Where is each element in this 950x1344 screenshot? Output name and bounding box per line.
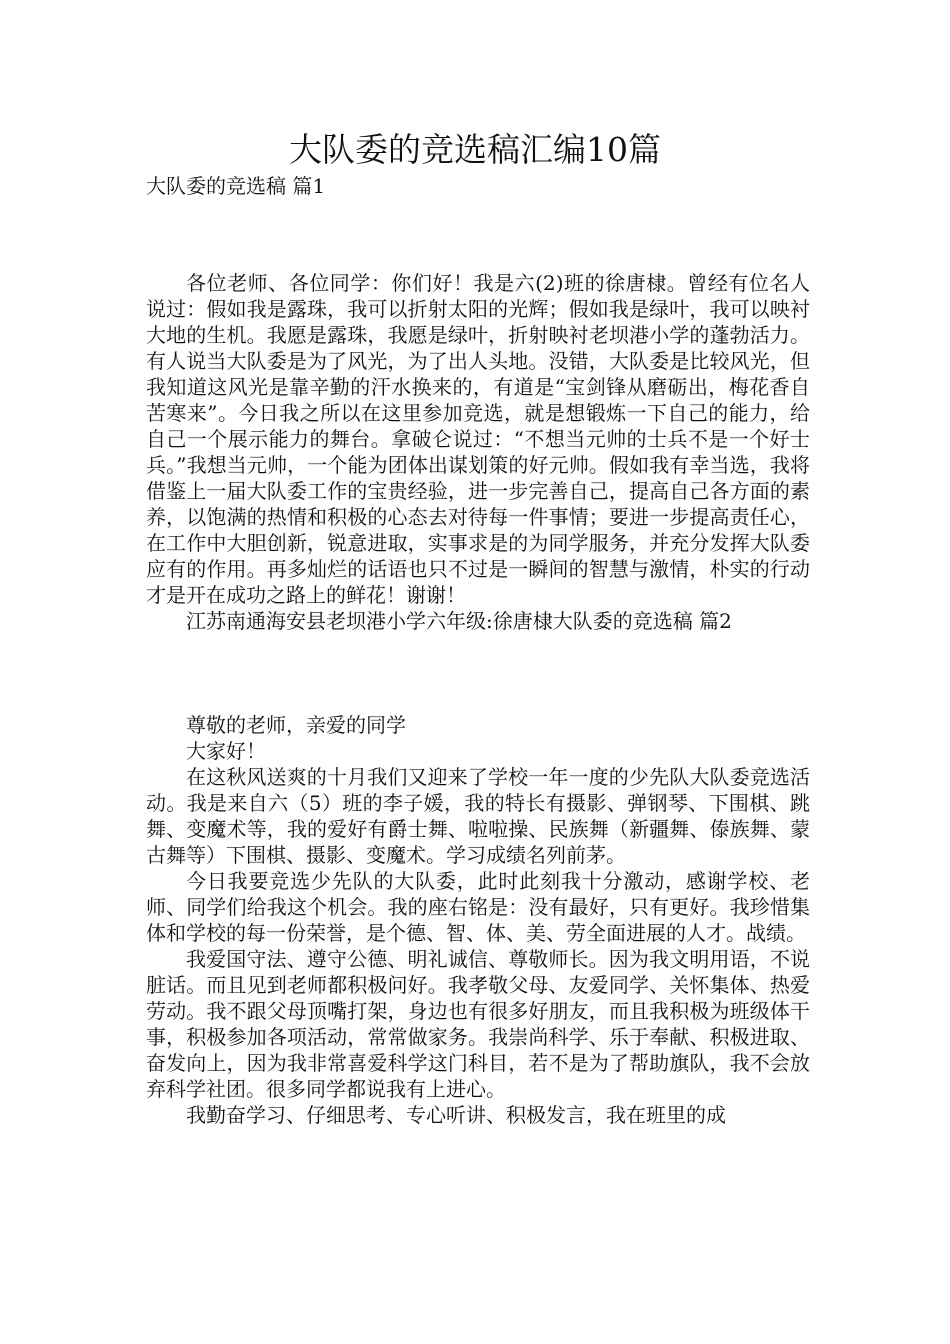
paragraph: 各位老师、各位同学：你们好！我是六(2)班的徐唐棣。曾经有位名人说过：假如我是露珠，我可以折射太阳的光辉；假如我是绿叶，我可以映衬大地的生机。我愿是露珠，我愿是绿叶，折射映衬老坝港小学的蓬勃活力。有人说当大队委是为了风光，为了出人头地。没错，大队委是比较风光，但我知道这风光是靠辛勤的汗水换来的，有道是“宝剑锋从磨砺出，梅花香自苦寒来”。今日我之所以在这里参加竞选，就是想锻炼一下自己的能力，给自己一个展示能力的舞台。拿破仑说过：“不想当元帅的士兵不是一个好士兵。”我想当元帅，一个能为团体出谋划策的好元帅。假如我有幸当选，我将借鉴上一届大队委工作的宝贵经验，进一步完善自己，提高自己各方面的素养，以饱满的热情和积极的心态去对待每一件事情；要进一步提高责任心，在工作中大胆创新，锐意进取，实事求是的为同学服务，并充分发挥大队委应有的作用。再多灿烂的话语也只不过是一瞬间的智慧与激情，朴实的行动才是开在成功之路上的鲜花！谢谢！: [146, 271, 810, 607]
blank-space: [146, 634, 810, 712]
paragraph: 我勤奋学习、仔细思考、专心听讲、积极发言，我在班里的成: [186, 1103, 726, 1127]
paragraph: 尊敬的老师，亲爱的同学: [186, 713, 406, 737]
paragraph: 我爱国守法、遵守公德、明礼诚信、尊敬师长。因为我文明用语，不说脏话。而且见到老师都积极问好。我孝敬父母、友爱同学、关怀集体、热爱劳动。我不跟父母顶嘴打架，身边也有很多好朋友，而且我积极为班级体干事，积极参加各项活动，常常做家务。我崇尚科学、乐于奉献、积极进取、奋发向上，因为我非常喜爱科学这门科目，若不是为了帮助旗队，我不会放弃科学社团。很多同学都说我有上进心。: [146, 947, 810, 1101]
section-heading: 大队委的竞选稿 篇1: [146, 174, 326, 198]
paragraph: 大家好！: [186, 739, 266, 763]
paragraph: 在这秋风送爽的十月我们又迎来了学校一年一度的少先队大队委竞选活动。我是来自六（5）班的李子媛，我的特长有摄影、弹钢琴、下围棋、跳舞、变魔术等，我的爱好有爵士舞、啦啦操、民族舞（新疆舞、傣族舞、蒙古舞等）下围棋、摄影、变魔术。学习成绩名列前茅。: [146, 765, 810, 867]
paragraph: 今日我要竞选少先队的大队委，此时此刻我十分激动，感谢学校、老师、同学们给我这个机会。我的座右铭是：没有最好，只有更好。我珍惜集体和学校的每一份荣誉，是个德、智、体、美、劳全面进展的人才。战绩。: [146, 869, 810, 945]
document-body: [146, 270, 810, 1128]
document-title: 大队委的竞选稿汇编10篇: [289, 130, 661, 169]
section-heading-2: 江苏南通海安县老坝港小学六年级:徐唐棣大队委的竞选稿 篇2: [186, 609, 732, 633]
